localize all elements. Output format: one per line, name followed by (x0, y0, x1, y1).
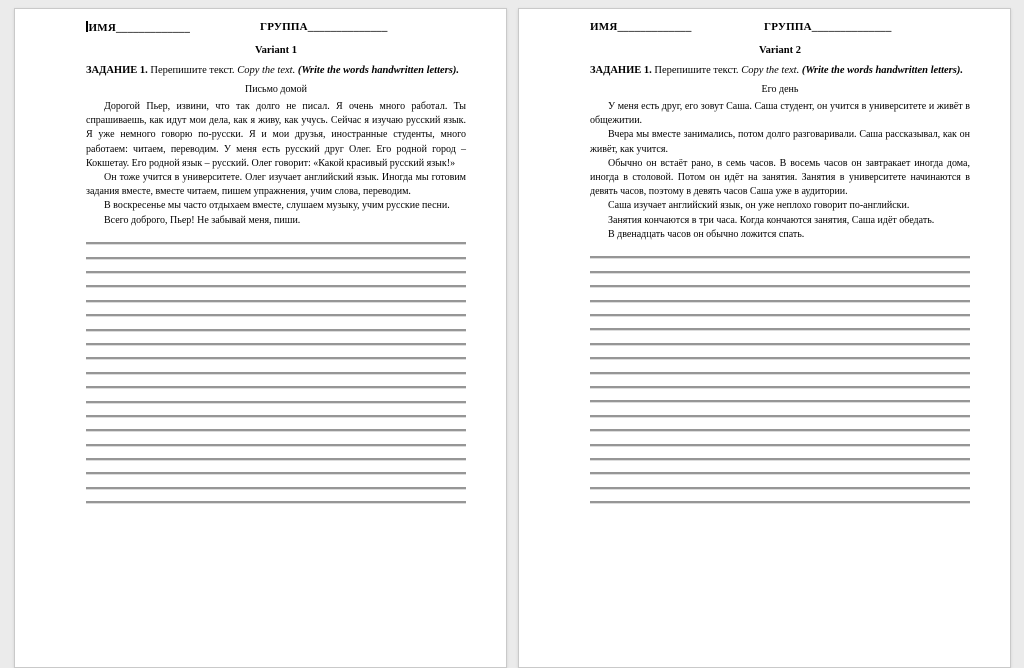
task-instruction (590, 64, 970, 78)
task-instruction-note: (Write the words handwritten letters). (297, 65, 459, 76)
paragraph: Саша изучает английский язык, он уже неплохо говорит по-английски. (608, 200, 910, 212)
text-title: Письмо домой (245, 84, 307, 95)
name-field: ИМЯ_____________ (88, 22, 191, 34)
writing-line (86, 460, 466, 474)
writing-line (86, 403, 466, 417)
writing-line (86, 273, 466, 287)
page-1-content (86, 21, 466, 503)
text-body (86, 100, 466, 228)
writing-line (86, 474, 466, 488)
writing-line (86, 388, 466, 402)
writing-line (590, 287, 970, 301)
paragraph: Обычно он встаёт рано, в семь часов. В восемь часов он завтракает иногда дома, иногда в столовой. Потом он идёт на занятия. Занятия в университете начинаются в девять часов, поэтому в девять часов Саша уже в аудитории. (590, 157, 970, 198)
text-title: Его день (761, 84, 799, 95)
writing-line (86, 302, 466, 316)
text-cursor (86, 21, 88, 32)
task-instruction-en: Copy the text. (741, 65, 800, 76)
paragraph: Всего доброго, Пьер! Не забывай меня, пиши. (104, 214, 301, 226)
paragraph: Дорогой Пьер, извини, что так долго не писал. Я очень много работал. Ты спрашиваешь, как идут мои дела, как я живу, как учусь. Сейчас я изучаю русский язык. Я уже немного говорю по-русски. Я и мои друзья, иностранные студенты, много работаем: читаем, переводим. У меня есть русский друг Олег. Его родной город – Кокшетау. Его родной язык – русский. Олег говорит: «Какой красивый русский язык!» (86, 101, 466, 169)
name-group-row (86, 21, 466, 36)
paragraph: Вчера мы вместе занимались, потом долго разговаривали. Саша рассказывал, как он живёт, как учится. (590, 129, 970, 155)
variant-title: Variant 1 (255, 45, 297, 56)
writing-line (86, 244, 466, 258)
paragraph: У меня есть друг, его зовут Саша. Саша студент, он учится в университете и живёт в общежитии. (590, 101, 970, 127)
task-instruction (86, 64, 466, 78)
writing-line (590, 460, 970, 474)
name-field: ИМЯ_____________ (590, 21, 692, 33)
paragraph: Занятия кончаются в три часа. Когда кончаются занятия, Саша идёт обедать. (608, 214, 935, 226)
task-instruction-ru: Перепишите текст. (150, 65, 235, 76)
writing-line (590, 431, 970, 445)
paragraph: В воскресенье мы часто отдыхаем вместе, слушаем музыку, учим русские песни. (104, 200, 450, 212)
writing-line (86, 417, 466, 431)
writing-line (86, 489, 466, 503)
writing-line (590, 258, 970, 272)
writing-line (86, 259, 466, 273)
writing-line (590, 345, 970, 359)
writing-line (86, 230, 466, 244)
writing-line (590, 417, 970, 431)
group-field: ГРУППА______________ (260, 21, 388, 33)
task-label: ЗАДАНИЕ 1. (86, 65, 148, 76)
writing-line (86, 287, 466, 301)
group-field: ГРУППА______________ (764, 21, 892, 33)
writing-line (590, 374, 970, 388)
writing-line (590, 402, 970, 416)
paragraph: В двенадцать часов он обычно ложится спать. (608, 228, 805, 240)
writing-line (590, 446, 970, 460)
writing-line (86, 446, 466, 460)
writing-line (86, 374, 466, 388)
writing-line (590, 316, 970, 330)
paragraph: Он тоже учится в университете. Олег изучает английский язык. Иногда мы готовим задания вместе, вместе читаем, пишем упражнения, учим слова, переводим. (86, 172, 466, 198)
task-instruction-ru: Перепишите текст. (654, 65, 739, 76)
writing-line (86, 331, 466, 345)
writing-line (86, 431, 466, 445)
writing-line (590, 474, 970, 488)
writing-lines (86, 230, 466, 503)
text-body (590, 100, 970, 242)
writing-line (590, 359, 970, 373)
writing-line (590, 302, 970, 316)
writing-line (590, 489, 970, 503)
writing-line (590, 244, 970, 258)
writing-line (590, 273, 970, 287)
document-page-1[interactable] (14, 8, 507, 668)
task-instruction-note: (Write the words handwritten letters). (801, 65, 963, 76)
name-group-row (590, 21, 970, 36)
writing-lines (590, 244, 970, 503)
writing-line (86, 345, 466, 359)
writing-line (590, 330, 970, 344)
writing-line (86, 316, 466, 330)
writing-line (590, 388, 970, 402)
task-label: ЗАДАНИЕ 1. (590, 65, 652, 76)
document-page-2[interactable] (518, 8, 1011, 668)
task-instruction-en: Copy the text. (237, 65, 296, 76)
variant-title: Variant 2 (759, 45, 801, 56)
writing-line (86, 359, 466, 373)
page-2-content (590, 21, 970, 503)
